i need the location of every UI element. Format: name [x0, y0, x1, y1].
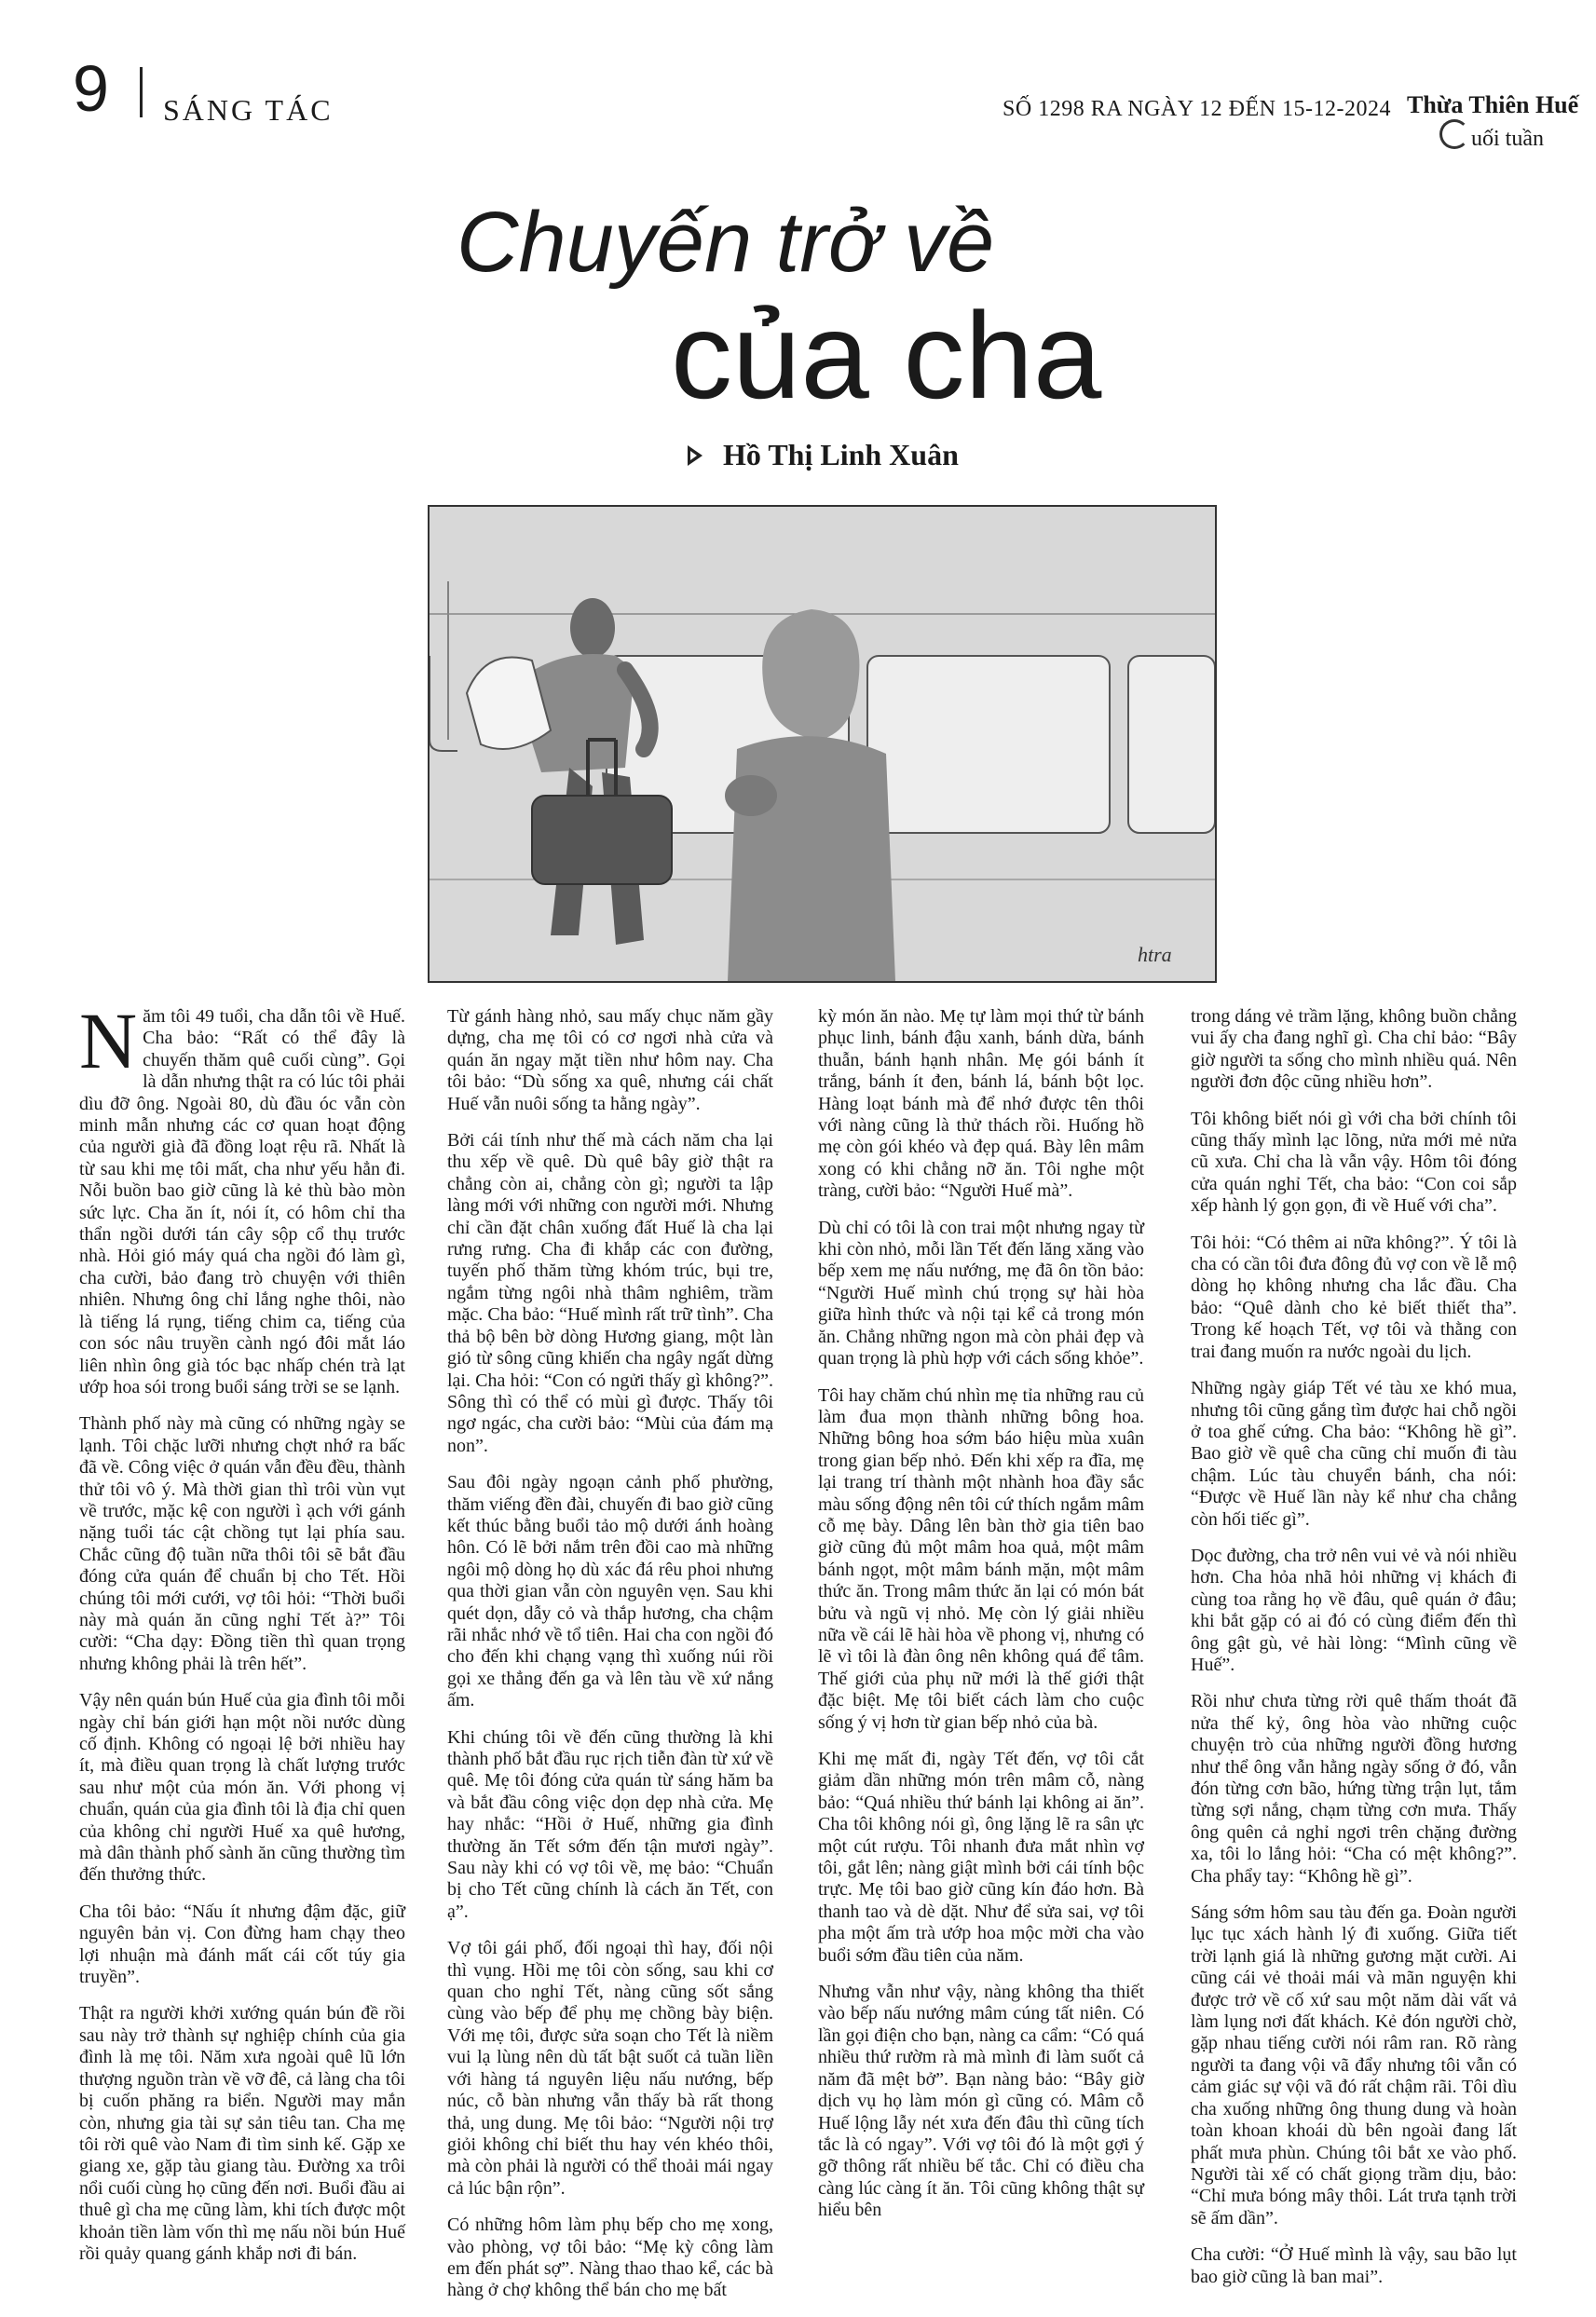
paragraph: Bởi cái tính như thế mà cách năm cha lại thu xếp về quê. Dù quê bây giờ thật ra chẳng còn ai, chẳng còn gì; người ta lập làng mới với những con người mới. Nhưng chỉ cần đặt chân xuống đất Huế là cha lại rưng rưng. Cha đi khắp các con đường, tuyến phố thăm từng khóm trúc, bụi tre, ngắm từng ngôi nhà thâm nghiêm, trầm mặc. Cha bảo: “Huế mình rất trữ tình”. Cha thả bộ bên bờ dòng Hương giang, một làn gió từ sông cũng khiến cha ngây ngất dừng lại. Cha hỏi: “Con có ngửi thấy gì không?”. Sông thì có thể có mùi gì được. Thấy tôi ngơ ngác, cha cười bảo: “Mùi của đám mạ non”. — [447, 1130, 773, 1456]
paragraph: trong dáng vẻ trầm lặng, không buồn chẳng vui ấy cha đang nghĩ gì. Cha chỉ bảo: “Bây giờ người ta sống cho mình nhiều quá. Nên người đơn độc cũng nhiều hơn”. — [1191, 1006, 1517, 1093]
paragraph: Có những hôm làm phụ bếp cho mẹ xong, vào phòng, vợ tôi bảo: “Mẹ kỳ công làm em đến phát sợ”. Nàng thao thao kể, các bà hàng ở chợ không thể bán cho mẹ bất — [447, 2215, 773, 2301]
paragraph: Năm tôi 49 tuổi, cha dẫn tôi về Huế. Cha bảo: “Rất có thể đây là chuyến thăm quê cuối cùng”. Gọi là dẫn nhưng thật ra có lúc tôi phải dìu đỡ ông. Ngoài 80, dù đầu óc vẫn còn minh mẫn nhưng các cơ quan hoạt động của người già đã đồng loạt rệu rã. Nhất là từ sau khi mẹ tôi mất, cha như yếu hẳn đi. Nỗi buồn bao giờ cũng là kẻ thù bào mòn sức lực. Cha ăn ít, nói ít, có hôm chỉ tha thẩn ngồi dưới tán cây sộp cổ thụ trước nhà. Hỏi gió máy quá cha ngồi đó làm gì, cha cười, bảo đang trò chuyện với thiên nhiên. Nhưng ông chỉ lắng nghe thôi, nào là tiếng lá rụng, tiếng chim ca, tiếng của con sóc nâu truyền cành ngó đôi mắt láo liên nhìn ông già tóc bạc nhấp chén trà lạt ướp hoa sói trong buổi sáng trời se se lạnh. — [79, 996, 405, 1397]
paragraph: Từ gánh hàng nhỏ, sau mấy chục năm gầy dựng, cha mẹ tôi có cơ ngơi nhà cửa và quán ăn ngay mặt tiền như hôm nay. Cha tôi bảo: “Dù sống xa quê, nhưng cái chất Huế vẫn nuôi sống ta hằng ngày”. — [447, 1006, 773, 1114]
paragraph: Cha tôi bảo: “Nấu ít nhưng đậm đặc, giữ nguyên bản vị. Con đừng ham chạy theo lợi nhuận mà đánh mất cái cốt túy gia truyền”. — [79, 1901, 405, 1988]
paragraph: Tôi không biết nói gì với cha bởi chính tôi cũng thấy mình lạc lõng, nửa mới mẻ nửa cũ xưa. Chỉ cha là vẫn vậy. Hôm tôi đóng cửa quán nghỉ Tết, cha bảo: “Con coi sắp xếp hành lý gọn gọn, đi về Huế với cha”. — [1191, 1108, 1517, 1217]
page-header — [0, 0, 1596, 151]
illustration-signature: htra — [1138, 943, 1172, 966]
brand-c-logo-icon — [1439, 119, 1469, 149]
paragraph: Dọc đường, cha trở nên vui vẻ và nói nhiều hơn. Cha hỏa nhã hỏi những vị khách đi cùng toa rằng họ về đâu, quê quán ở đâu; khi bắt gặp có ai đó có cùng điểm đến thì ông gật gù, vẻ hài lòng: “Mình cũng về Huế”. — [1191, 1545, 1517, 1675]
header-divider — [140, 67, 143, 117]
author-byline: Hồ Thị Linh Xuân — [723, 438, 959, 471]
paragraph: Thật ra người khởi xướng quán bún đề rồi sau này trở thành sự nghiệp chính của gia đình là mẹ tôi. Năm xưa ngoài quê lũ lớn thượng nguồn tràn về vỡ đê, cả làng cha tôi bị cuốn phăng ra biển. Người may mắn còn, nhưng gia tài sự sản tiêu tan. Cha mẹ tôi rời quê vào Nam đi tìm sinh kế. Gặp xe giang xe, gặp tàu giang tàu. Đường xa trôi nổi cuối cùng họ cũng đến nơi. Buổi đầu ai thuê gì cha mẹ cũng làm, khi tích được một khoản tiền làm vốn thì mẹ nấu nồi bún Huế rồi quảy quang gánh khắp nơi đi bán. — [79, 2003, 405, 2264]
paragraph: Tôi hỏi: “Có thêm ai nữa không?”. Ý tôi là cha có cần tôi đưa đông đủ vợ con về lễ mộ dòng họ không nhưng cha lắc đầu. Cha bảo: “Quê dành cho kẻ biết thiết tha”. Trong kế hoạch Tết, vợ tôi và thằng con trai đang muốn ra nước ngoài du lịch. — [1191, 1232, 1517, 1362]
paragraph: Dù chỉ có tôi là con trai một nhưng ngay từ khi còn nhỏ, mỗi lần Tết đến lăng xăng vào bếp xem mẹ nấu nướng, mẹ đã ôn tồn bảo: “Người Huế mình chú trọng sự hài hòa giữa hình thức và nội tại kể cả trong món ăn. Chẳng những ngon mà còn phải đẹp và quan trọng là phù hợp với cách sống khỏe”. — [818, 1217, 1144, 1370]
paragraph: Rồi như chưa từng rời quê thấm thoát đã nửa thế kỷ, ông hòa vào những cuộc chuyện trò của những người đồng hương như thể ông vẫn hằng ngày sống ở đó, vẫn đón từng cơn bão, hứng từng trận lụt, tắm từng sợi nắng, chạm từng cơn mưa. Thấy ông quên cả nghỉ ngơi trên chặng đường xa, tôi lo lắng hỏi: “Cha có mệt không?”. Cha phẩy tay: “Không hề gì”. — [1191, 1691, 1517, 1887]
paragraph: Cha cười: “Ở Huế mình là vậy, sau bão lụt bao giờ cũng là ban mai”. — [1191, 2244, 1517, 2287]
article-title-line1: Chuyến trở về — [457, 195, 995, 290]
brand-subtitle: uối tuần — [1439, 119, 1544, 152]
article-title-line2: của cha — [671, 287, 1102, 424]
article-column-2 — [447, 1006, 773, 2317]
paragraph: Tôi hay chăm chú nhìn mẹ tỉa những rau củ làm đua mọn thành những bông hoa. Những bông hoa sớm báo hiệu mùa xuân trong gian bếp nhỏ. Đến khi xếp ra đĩa, mẹ lại trang trí thành một nhành hoa đầy sắc màu sống động nên tôi cứ thích ngắm mâm cỗ mẹ bày. Dâng lên bàn thờ gia tiên bao giờ cũng đủ một mâm hoa quả, một mâm bánh ngọt, một mâm bánh mặn, một mâm thức ăn. Trong mâm thức ăn lại có món bát bửu và ngũ vị nhỏ. Mẹ còn lý giải nhiều nữa về cái lẽ hài hòa về phong vị, nhưng có lẽ vì tôi là đàn ông nên không quá để tâm. Thế giới của phụ nữ mới là thế giới thật đặc biệt. Mẹ tôi biết cách làm cho cuộc sống ý vị hơn từ gian bếp nhỏ của bà. — [818, 1384, 1144, 1733]
issue-info: SỐ 1298 RA NGÀY 12 ĐẾN 15-12-2024 — [1003, 97, 1391, 121]
paragraph: Sáng sớm hôm sau tàu đến ga. Đoàn người lục tục xách hành lý đi xuống. Giữa tiết trời lạnh giá là những gương mặt cười. Ai cũng cái vẻ thoải mái và mãn nguyện khi được trở về cố xứ sau một năm dài vất vả làm lụng nơi đất khách. Kẻ đón người chờ, gặp nhau tiếng cười nói râm ran. Rõ ràng người ta đang vội vã đẩy nhưng tôi vẫn có cảm giác sự vội vã đó rất chậm rãi. Tôi dìu cha xuống những ông thung dung và hoàn toàn khoan khoái dù bên ngoài đang lất phất mưa phùn. Chúng tôi bắt xe vào phố. Người tài xế có chất giọng trầm dịu, bảo: “Chỉ mưa bóng mây thôi. Lát trưa tạnh trời sẽ ấm dần”. — [1191, 1902, 1517, 2228]
paragraph: Khi mẹ mất đi, ngày Tết đến, vợ tôi cắt giảm dần những món trên mâm cỗ, nàng bảo: “Quá nhiều thứ bánh lại không ai ăn”. Cha tôi không nói gì, ông lặng lẽ ra sân ực một cút rượu. Tôi nhanh đưa mắt nhìn vợ tôi, gắt lên; nàng giật mình bởi cái tính bộc trực. Mẹ tôi bao giờ cũng kín đáo hơn. Bà thanh tao và dè dặt. Như để sửa sai, vợ tôi pha một ấm trà ướp hoa mộc mời cha vào buổi sớm đầu tiên của năm. — [818, 1749, 1144, 1966]
illustration — [428, 505, 1217, 983]
paragraph: kỳ món ăn nào. Mẹ tự làm mọi thứ từ bánh phục linh, bánh đậu xanh, bánh dừa, bánh thuẫn, bánh hạnh nhân. Mẹ gói bánh ít trắng, bánh ít đen, bánh lá, bánh bột lọc. Hàng loạt bánh mà để nhớ được tên thôi với nàng cũng là thử thách rồi. Huống hồ mẹ còn gói khéo và đẹp quá. Bày lên mâm xong có khi chẳng nỡ ăn. Tôi nghe một tràng, cười bảo: “Người Huế mà”. — [818, 1006, 1144, 1202]
section-label: SÁNG TÁC — [163, 93, 334, 127]
article-column-1 — [79, 996, 405, 2280]
article-column-3 — [818, 1006, 1144, 2237]
article-column-4 — [1191, 1006, 1517, 2303]
page-number: 9 — [73, 52, 109, 125]
paragraph: Sau đôi ngày ngoạn cảnh phố phường, thăm viếng đền đài, chuyến đi bao giờ cũng kết thúc bằng buổi tảo mộ dưới ánh hoàng hôn. Có lẽ bởi nắm trên đồi cao mà những ngôi mộ dòng họ dù xác đá rêu phoi nhưng qua thời gian vẫn còn nguyên vẹn. Sau khi quét dọn, dẫy cỏ và thắp hương, cha chậm rãi nhắc nhớ về tổ tiên. Hai cha con ngồi đó cho đến khi chạng vạng thì xuống núi rồi gọi xe thẳng đến ga và lên tàu về xứ nắng ấm. — [447, 1472, 773, 1711]
drop-cap: N — [79, 996, 138, 1085]
paragraph: Vợ tôi gái phố, đối ngoại thì hay, đối nội thì vụng. Hồi mẹ tôi còn sống, sau khi cơ quan cho nghỉ Tết, nàng cũng sốt sắng cùng vào bếp để phụ mẹ chồng bày biện. Với mẹ tôi, được sửa soạn cho Tết là niềm vui lạ lùng nên dù tất bật suốt cả tuần liền với hàng tá nguyên liệu nấu nướng, bếp núc, cỗ bàn nhưng vẫn thấy bà rất thong thả, ung dung. Mẹ tôi bảo: “Người nội trợ giỏi không chỉ biết thu hay vén khéo thôi, mà còn phải là người có thể thoải mái ngay cả lúc bận rộn”. — [447, 1938, 773, 2199]
paragraph: Nhưng vẫn như vậy, nàng không tha thiết vào bếp nấu nướng mâm cúng tất niên. Có lần gọi điện cho bạn, nàng ca cẩm: “Có quá nhiều thứ rườm rà mà mình đi làm suốt cả năm đã mệt bở”. Bạn nàng bảo: “Bây giờ dịch vụ họ làm món gì cũng có. Mâm cỗ Huế lộng lẫy nét xưa đến đâu thì cũng tích tắc là có ngay”. Với vợ tôi đó là một gợi ý gỡ thông rất nhiều bế tắc. Chỉ có điều cha càng lúc càng ít ăn. Tôi cũng không thật sự hiểu bên — [818, 1982, 1144, 2221]
paragraph: Khi chúng tôi về đến cũng thường là khi thành phố bắt đầu rục rịch tiễn đàn từ xứ về quê. Mẹ tôi đóng cửa quán từ sáng hăm ba và bắt đầu công việc dọn dẹp nhà cửa. Mẹ hay nhắc: “Hồi ở Huế, những gia đình thường ăn Tết sớm đến tận mươi ngày”. Sau này khi có vợ tôi về, mẹ bảo: “Chuẩn bị cho Tết cũng chính là cách ăn Tết, con ạ”. — [447, 1726, 773, 1922]
paragraph: Những ngày giáp Tết vé tàu xe khó mua, nhưng tôi cũng gắng tìm được hai chỗ ngồi ở toa ghế cứng. Cha bảo: “Không hề gì”. Bao giờ về quê cha cũng chỉ muốn đi tàu chậm. Lúc tàu chuyển bánh, cha nói: “Được về Huế lần này kể như cha chẳng còn hối tiếc gì”. — [1191, 1378, 1517, 1530]
brand-title: Thừa Thiên Huế — [1407, 91, 1579, 118]
paragraph: Thành phố này mà cũng có những ngày se lạnh. Tôi chặc lưỡi nhưng chợt nhớ ra bấc đã về. Công việc ở quán vẫn đều đều, thành thử tôi vô ý. Mà thời gian thì trôi vùn vụt về trước, mặc kệ con người ì ạch với gánh nặng tuổi tác cật chồng tụt lại phía sau. Chắc cũng độ tuần nữa thôi tôi sẽ bắt đầu đóng cửa quán để chuẩn bị cho Tết. Hồi chúng tôi mới cưới, vợ tôi hỏi: “Thời buổi này mà quán ăn cũng nghỉ Tết à?” Tôi cười: “Cha dạy: Đồng tiền thì quan trọng nhưng không phải là trên hết”. — [79, 1413, 405, 1674]
paragraph: Vậy nên quán bún Huế của gia đình tôi mỗi ngày chỉ bán giới hạn một nồi nước dùng cố định. Không có ngoại lệ bởi nhiều hay ít, mà điều quan trọng là chất lượng trước sau như một của món ăn. Với phong vị chuẩn, quán của gia đình tôi là địa chỉ quen của không chỉ người Huế xa quê hương, mà dân thành phố sành ăn cũng thường tìm đến thưởng thức. — [79, 1690, 405, 1886]
